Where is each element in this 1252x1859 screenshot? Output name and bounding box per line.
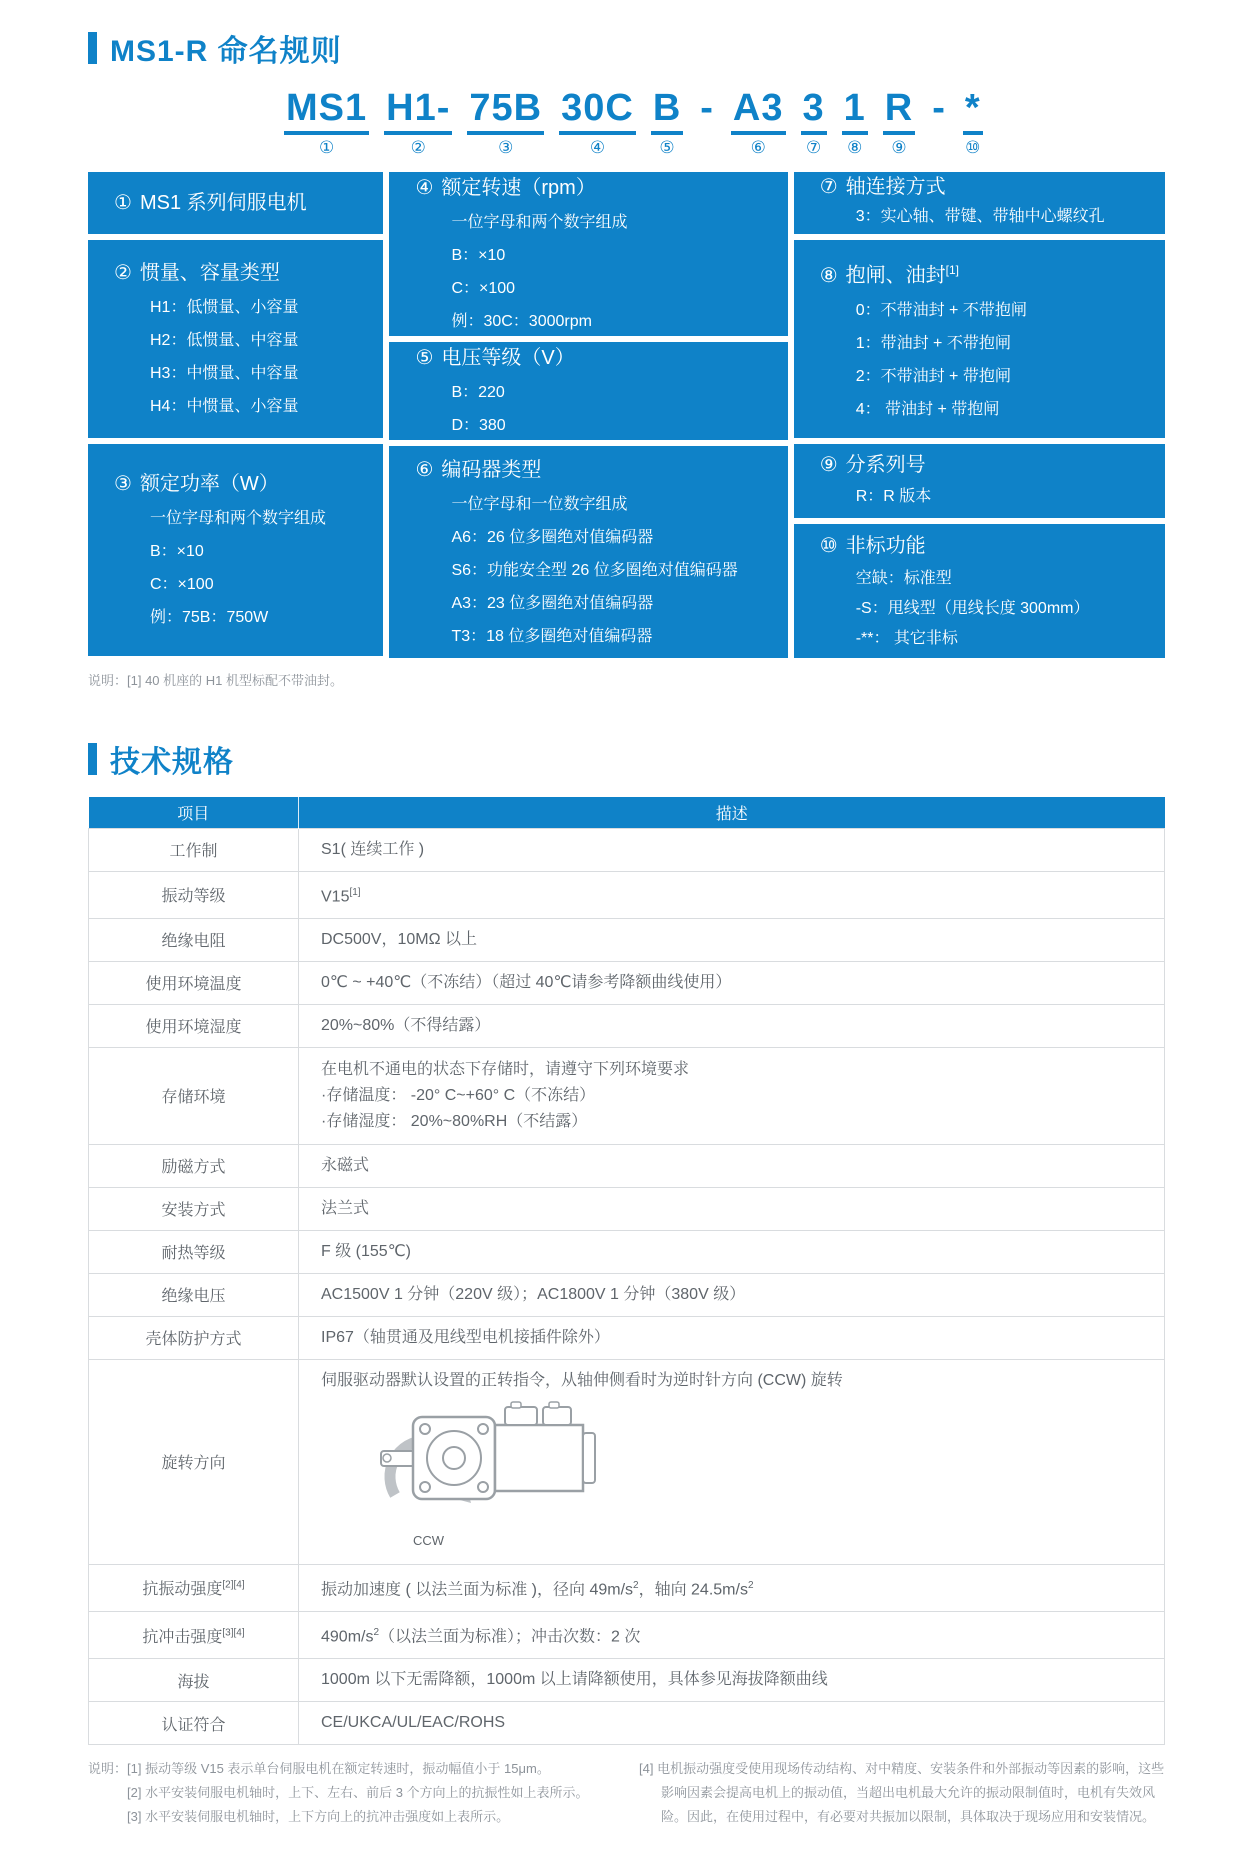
code-segment-nonstandard: * ⑩ <box>964 87 981 157</box>
table-row: 壳体防护方式 IP67（轴贯通及甩线型电机接插件除外） <box>89 1316 1165 1359</box>
list-item: 2：不带油封 + 带抱闸 <box>855 367 1011 385</box>
section-accent-bar <box>88 743 97 775</box>
naming-cell-3: ③ 额定功率（W） 一位字母和两个数字组成 B：×10 C：×100 例：75B：750W <box>88 444 383 656</box>
list-item: [4] 电机振动强度受使用现场传动结构、对中精度、安装条件和外部振动等因素的影响，这些影响因素会提高电机上的振动值，当超出电机最大允许的振动限制值时，电机有失效风险。因此，在使用过程中，有必要对共振加以限制，具体取决于现场应用和安装情况。 <box>639 1761 1165 1825</box>
code-hyphen: - <box>700 87 714 129</box>
naming-cell-items <box>150 291 373 423</box>
list-item: A3：23 位多圈绝对值编码器 <box>451 594 654 612</box>
list-item: A6：26 位多圈绝对值编码器 <box>451 528 654 546</box>
footnote-lines <box>127 1757 589 1829</box>
list-item: 一位字母和一位数字组成 <box>451 495 628 513</box>
list-item: 3：实心轴、带键、带轴中心螺纹孔 <box>855 207 1105 225</box>
naming-cell-10: ⑩ 非标功能 空缺：标准型 -S：甩线型（甩线长度 300mm） -**： 其它非标 <box>794 524 1165 658</box>
table-row: 使用环境湿度 20%~80%（不得结露） <box>89 1004 1165 1047</box>
table-row: 海拔 1000m 以下无需降额，1000m 以上请降额使用，具体参见海拔降额曲线 <box>89 1659 1165 1702</box>
code-hyphen: - <box>932 87 946 129</box>
list-item: H4：中惯量、小容量 <box>150 398 299 415</box>
code-segment-power: 75B ③ <box>469 87 543 157</box>
table-row: 抗冲击强度[3][4] $490m/s^2$（以法兰面为标准）；冲击次数：2 次 <box>89 1612 1165 1659</box>
naming-cell-items <box>150 502 373 634</box>
list-item: 例：30C：3000rpm <box>451 313 592 330</box>
naming-cell-items <box>451 488 777 653</box>
naming-cell-1: ① MS1 系列伺服电机 <box>88 172 383 234</box>
list-item: [3] 水平安装伺服电机轴时，上下方向上的抗冲击强度如上表所示。 <box>127 1809 510 1825</box>
specs-section-header <box>88 737 1165 781</box>
list-item: R：R 版本 <box>855 487 932 505</box>
table-row: 安装方式 法兰式 <box>89 1187 1165 1230</box>
naming-footnote: 说明：[1] 40 机座的 H1 机型标配不带油封。 <box>88 673 343 688</box>
naming-cell-items <box>856 480 1155 513</box>
table-row: 认证符合 CE/UKCA/UL/EAC/ROHS <box>89 1702 1165 1745</box>
code-segment-inertia: H1- ② <box>386 87 451 157</box>
code-segment-encoder: A3 ⑥ <box>732 87 784 157</box>
ccw-label: CCW <box>413 1532 445 1548</box>
code-segment-shaft: 3 ⑦ <box>802 87 825 157</box>
naming-section-title: MS1-R 命名规则 <box>110 35 342 68</box>
table-header-row <box>89 797 1165 828</box>
list-item: B：×10 <box>150 543 204 560</box>
code-segment-voltage: B ⑤ <box>652 87 682 157</box>
list-item: 4： 带油封 + 带抱闸 <box>855 400 1000 418</box>
list-item: S6：功能安全型 26 位多圈绝对值编码器 <box>451 561 738 579</box>
table-row: 抗振动强度[2][4] 振动加速度 ( 以法兰面为标准 )，径向 $49m/s^2$，轴向 $24.5m/s^2$ <box>89 1564 1165 1611</box>
list-item: 空缺：标准型 <box>855 570 952 587</box>
naming-cell-6: ⑥ 编码器类型 一位字母和一位数字组成 A6：26 位多圈绝对值编码器 S6：功能安全型 26 位多圈绝对值编码器 A3：23 位多圈绝对值编码器 T3：18 位多圈绝对值编码器 <box>389 446 787 658</box>
footnotes <box>88 1757 1165 1829</box>
specs-table <box>88 797 1165 1745</box>
list-item: H1：低惯量、小容量 <box>150 299 299 316</box>
naming-cell-5: ⑤ 电压等级（V） B：220 D：380 <box>389 342 787 440</box>
list-item: -**： 其它非标 <box>855 630 958 647</box>
table-row: 绝缘电阻 DC500V，10MΩ 以上 <box>89 918 1165 961</box>
table-row: 振动等级 V15[1] <box>89 871 1165 918</box>
table-row: 使用环境温度 0℃ ~ +40℃（不冻结）（超过 40℃请参考降额曲线使用） <box>89 961 1165 1004</box>
list-item: H2：低惯量、中容量 <box>150 332 299 349</box>
list-item: D：380 <box>451 417 506 434</box>
list-item: -S：甩线型（甩线长度 300mm） <box>855 600 1090 617</box>
table-row: 工作制 S1( 连续工作 ) <box>89 828 1165 871</box>
motor-figure <box>373 1399 1154 1553</box>
naming-grid <box>88 172 1165 658</box>
naming-cell-4: ④ 额定转速（rpm） 一位字母和两个数字组成 B：×10 C：×100 例：30C：3000rpm <box>389 172 787 336</box>
naming-cell-items <box>856 564 1155 654</box>
list-item: H3：中惯量、中容量 <box>150 365 299 382</box>
table-row: 励磁方式 永磁式 <box>89 1144 1165 1187</box>
column-header-desc: 描述 <box>299 797 1165 828</box>
code-segment-series: MS1 ① <box>286 87 368 157</box>
list-item: 一位字母和两个数字组成 <box>150 510 327 527</box>
list-item: C：×100 <box>150 576 214 593</box>
list-item: B：×10 <box>451 247 506 264</box>
list-item: 例：75B：750W <box>150 609 269 626</box>
footnotes-prefix: 说明： <box>88 1761 128 1777</box>
list-item: 一位字母和两个数字组成 <box>451 214 628 231</box>
code-segment-speed: 30C ④ <box>561 87 634 157</box>
naming-cell-items <box>451 206 777 338</box>
list-item: T3：18 位多圈绝对值编码器 <box>451 627 653 645</box>
specs-section-title: 技术规格 <box>110 746 234 779</box>
naming-cell-9: ⑨ 分系列号 R：R 版本 <box>794 444 1165 518</box>
list-item: 1：带油封 + 不带抱闸 <box>855 334 1011 352</box>
list-item: C：×100 <box>451 280 516 297</box>
column-header-item: 项目 <box>89 797 299 828</box>
footnotes-left <box>88 1757 623 1829</box>
naming-cell-items <box>451 376 777 442</box>
naming-section-header <box>88 26 1165 70</box>
list-item: 0：不带油封 + 不带抱闸 <box>855 301 1027 319</box>
naming-cell-7: ⑦ 轴连接方式 3：实心轴、带键、带轴中心螺纹孔 <box>794 172 1165 234</box>
naming-grid-col2 <box>389 172 787 658</box>
naming-grid-col3 <box>794 172 1165 658</box>
servo-motor-drawing <box>373 1399 623 1521</box>
model-code <box>284 86 1165 158</box>
code-segment-subseries: R ⑨ <box>884 87 914 157</box>
footnotes-right <box>639 1757 1165 1829</box>
naming-cell-8: ⑧ 抱闸、油封[1] 0：不带油封 + 不带抱闸 1：带油封 + 不带抱闸 2：不带油封 + 带抱闸 4： 带油封 + 带抱闸 <box>794 240 1165 438</box>
table-row-rotation: 旋转方向 伺服驱动器默认设置的正转指令，从轴伸侧看时为逆时针方向 (CCW) 旋转 CCW <box>89 1359 1165 1564</box>
table-row: 耐热等级 F 级 (155℃) <box>89 1230 1165 1273</box>
list-item: B：220 <box>451 384 505 401</box>
code-segment-brake: 1 ⑧ <box>843 87 866 157</box>
naming-cell-items <box>856 200 1155 233</box>
naming-grid-col1 <box>88 172 383 658</box>
list-item: [1] 振动等级 V15 表示单台伺服电机在额定转速时，振动幅值小于 15μm。 <box>127 1761 550 1777</box>
list-item: [2] 水平安装伺服电机轴时，上下、左右、前后 3 个方向上的抗振性如上表所示。 <box>127 1785 589 1801</box>
table-row: 绝缘电压 AC1500V 1 分钟（220V 级）；AC1800V 1 分钟（380V 级） <box>89 1273 1165 1316</box>
section-accent-bar <box>88 32 97 64</box>
naming-cell-2: ② 惯量、容量类型 H1：低惯量、小容量 H2：低惯量、中容量 H3：中惯量、中容量 H4：中惯量、小容量 <box>88 240 383 438</box>
table-row-storage: 存储环境 在电机不通电的状态下存储时，请遵守下列环境要求 ·存储温度： -20° C~+60° C（不冻结） ·存储湿度： 20%~80%RH（不结露） <box>89 1047 1165 1144</box>
naming-cell-items <box>856 294 1155 426</box>
